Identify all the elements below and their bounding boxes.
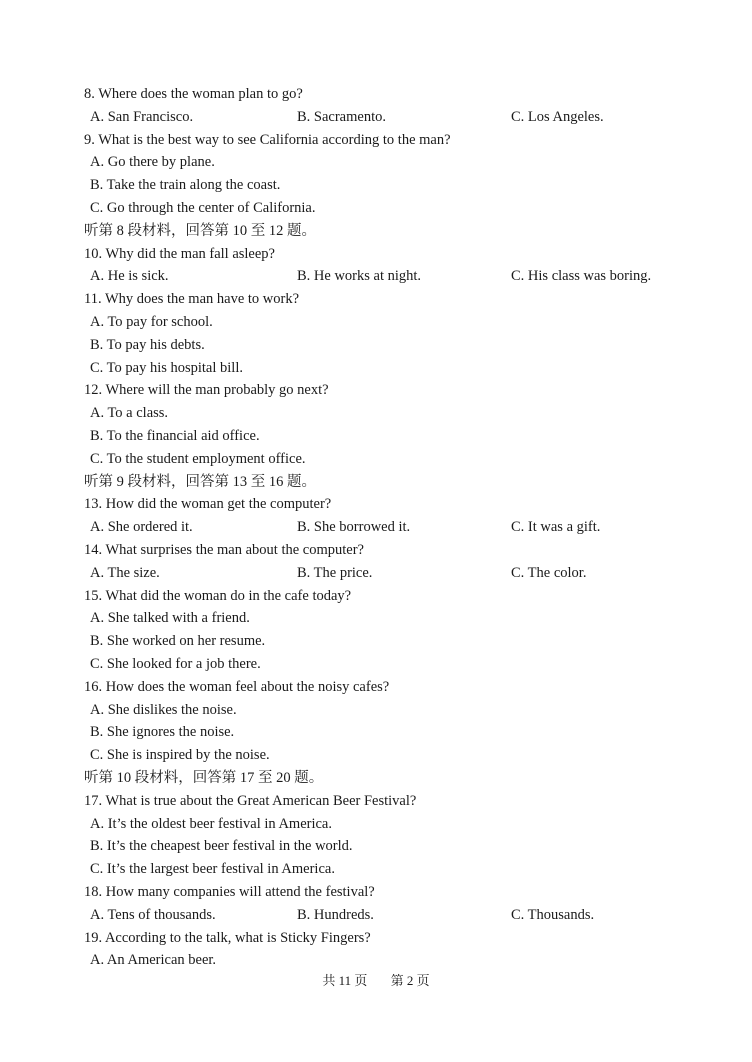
answer-option: A. An American beer. (90, 952, 217, 969)
answer-option: C. Thousands. (511, 906, 595, 923)
answer-option: B. She worked on her resume. (90, 633, 266, 650)
answer-option-line (84, 334, 704, 357)
answer-option: A. San Francisco. (90, 108, 194, 125)
answer-option-line (84, 835, 704, 858)
answer-option-line (84, 607, 704, 630)
answer-option: B. She borrowed it. (297, 519, 411, 536)
answer-option-line (84, 402, 704, 425)
answer-option: A. The size. (90, 564, 160, 581)
answer-option-line (84, 630, 704, 653)
answer-option-line (84, 858, 704, 881)
question-stem: 14. What surprises the man about the computer? (84, 542, 364, 558)
option-row (84, 904, 704, 927)
answer-option: C. To pay his hospital bill. (90, 359, 243, 376)
answer-option: A. Tens of thousands. (90, 906, 216, 923)
answer-option-line (84, 357, 704, 380)
answer-option: B. He works at night. (297, 268, 422, 285)
option-row (84, 106, 704, 129)
answer-option: A. Go there by plane. (90, 154, 215, 171)
question-stem: 11. Why does the man have to work? (84, 291, 300, 308)
question-stem: 16. How does the woman feel about the noisy cafes? (84, 678, 390, 695)
answer-option: B. The price. (297, 564, 373, 581)
answer-option-line (84, 448, 704, 471)
answer-option: A. She dislikes the noise. (90, 701, 237, 718)
section-instruction: 听第 8 段材料，回答第 10 至 12 题。 (84, 222, 316, 239)
answer-option: B. To the financial aid office. (90, 428, 260, 444)
answer-option: C. Los Angeles. (511, 108, 604, 125)
answer-option: B. To pay his debts. (90, 336, 205, 353)
answer-option: B. Take the train along the coast. (90, 177, 281, 194)
answer-option: B. Hundreds. (297, 906, 374, 923)
answer-option-line (84, 311, 704, 334)
answer-option: B. She ignores the noise. (90, 724, 235, 741)
answer-option: C. His class was boring. (511, 268, 652, 285)
answer-option: A. It’s the oldest beer festival in America. (90, 815, 332, 832)
option-row (84, 562, 704, 585)
section-instruction: 听第 10 段材料，回答第 17 至 20 题。 (84, 770, 324, 786)
page-footer (0, 970, 752, 992)
answer-option: A. He is sick. (90, 268, 169, 285)
footer-page-number: 第 2 页 (390, 973, 430, 988)
answer-option-line (84, 174, 704, 197)
answer-option: C. Go through the center of California. (90, 200, 316, 216)
section-instruction: 听第 9 段材料，回答第 13 至 16 题。 (84, 473, 316, 490)
answer-option: B. Sacramento. (297, 108, 386, 125)
footer-total-pages: 共 11 页 (322, 973, 368, 988)
answer-option: C. The color. (511, 564, 587, 581)
answer-option: C. She looked for a job there. (90, 656, 261, 672)
answer-option-line (84, 813, 704, 836)
answer-option: B. It’s the cheapest beer festival in the world. (90, 838, 353, 855)
answer-option: A. To a class. (90, 405, 169, 422)
question-stem: 9. What is the best way to see California according to the man? (84, 131, 451, 148)
question-stem: 18. How many companies will attend the festival? (84, 884, 375, 900)
question-stem: 13. How did the woman get the computer? (84, 496, 332, 513)
answer-option-line (84, 721, 704, 744)
answer-option: C. To the student employment office. (90, 450, 306, 467)
answer-option-line (84, 949, 704, 972)
question-stem: 15. What did the woman do in the cafe today? (84, 587, 352, 604)
answer-option-line (84, 744, 704, 767)
question-stem: 17. What is true about the Great American Beer Festival? (84, 792, 417, 809)
answer-option-line (84, 197, 704, 220)
question-stem: 10. Why did the man fall asleep? (84, 245, 275, 262)
answer-option-line (84, 653, 704, 676)
answer-option: A. She ordered it. (90, 519, 193, 536)
answer-option: A. To pay for school. (90, 314, 213, 330)
option-row (84, 516, 704, 539)
question-stem: 8. Where does the woman plan to go? (84, 86, 303, 102)
answer-option-line (84, 699, 704, 722)
answer-option: A. She talked with a friend. (90, 610, 250, 627)
answer-option-line (84, 151, 704, 174)
option-row (84, 265, 704, 288)
answer-option: C. It’s the largest beer festival in America. (90, 861, 335, 878)
answer-option: C. It was a gift. (511, 519, 601, 536)
question-stem: 12. Where will the man probably go next? (84, 382, 329, 399)
answer-option-line (84, 425, 704, 448)
answer-option: C. She is inspired by the noise. (90, 747, 270, 764)
question-stem: 19. According to the talk, what is Sticky Fingers? (84, 929, 371, 946)
